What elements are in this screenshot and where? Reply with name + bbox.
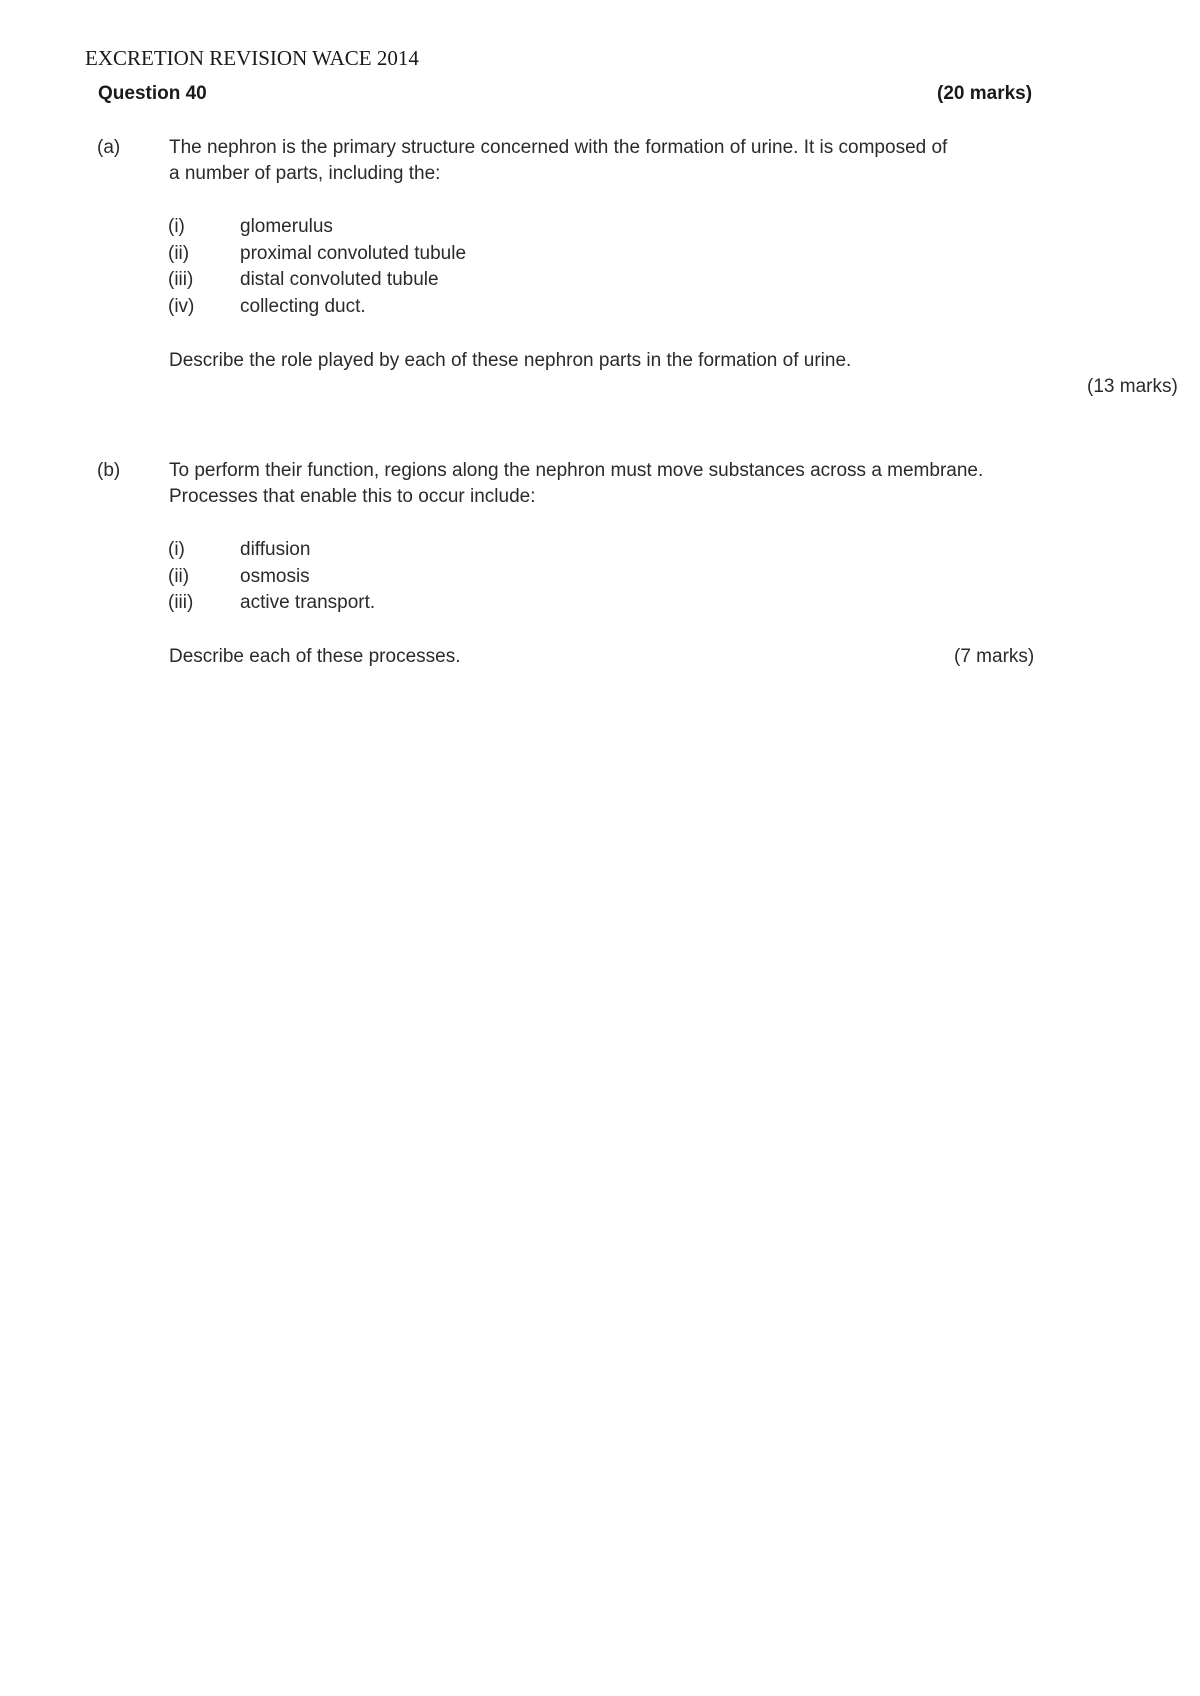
- part-a-item-num: (i): [168, 216, 185, 237]
- part-a-intro-line2: a number of parts, including the:: [169, 163, 441, 184]
- part-a-item-text: collecting duct.: [240, 296, 366, 317]
- part-a-label: (a): [97, 137, 121, 158]
- part-b-item-num: (ii): [168, 566, 190, 587]
- part-a-item-num: (iv): [168, 296, 195, 317]
- part-a-marks: (13 marks): [1087, 376, 1178, 397]
- part-b-item-text: active transport.: [240, 592, 376, 613]
- part-a-instruction: Describe the role played by each of these nephron parts in the formation of urine.: [169, 350, 852, 371]
- part-a-item-num: (ii): [168, 243, 190, 264]
- question-total-marks: (20 marks): [937, 83, 1033, 104]
- part-b-item-num: (iii): [168, 592, 194, 613]
- part-a-intro-line1: The nephron is the primary structure concerned with the formation of urine. It is composed of: [169, 137, 948, 158]
- part-b-marks: (7 marks): [954, 646, 1035, 667]
- part-b-intro-line1: To perform their function, regions along the nephron must move substances across a membrane.: [169, 460, 984, 481]
- part-b-item-num: (i): [168, 539, 185, 560]
- part-b-intro-line2: Processes that enable this to occur include:: [169, 486, 536, 507]
- part-b-instruction: Describe each of these processes.: [169, 646, 461, 667]
- part-a-item-text: distal convoluted tubule: [240, 269, 439, 290]
- document-header-title: EXCRETION REVISION WACE 2014: [85, 46, 419, 70]
- part-b-item-text: osmosis: [240, 566, 310, 587]
- part-a-item-text: proximal convoluted tubule: [240, 243, 467, 264]
- question-title: Question 40: [98, 83, 207, 104]
- part-b-item-text: diffusion: [240, 539, 311, 560]
- part-b-label: (b): [97, 460, 121, 481]
- part-a-item-num: (iii): [168, 269, 194, 290]
- part-a-item-text: glomerulus: [240, 216, 333, 237]
